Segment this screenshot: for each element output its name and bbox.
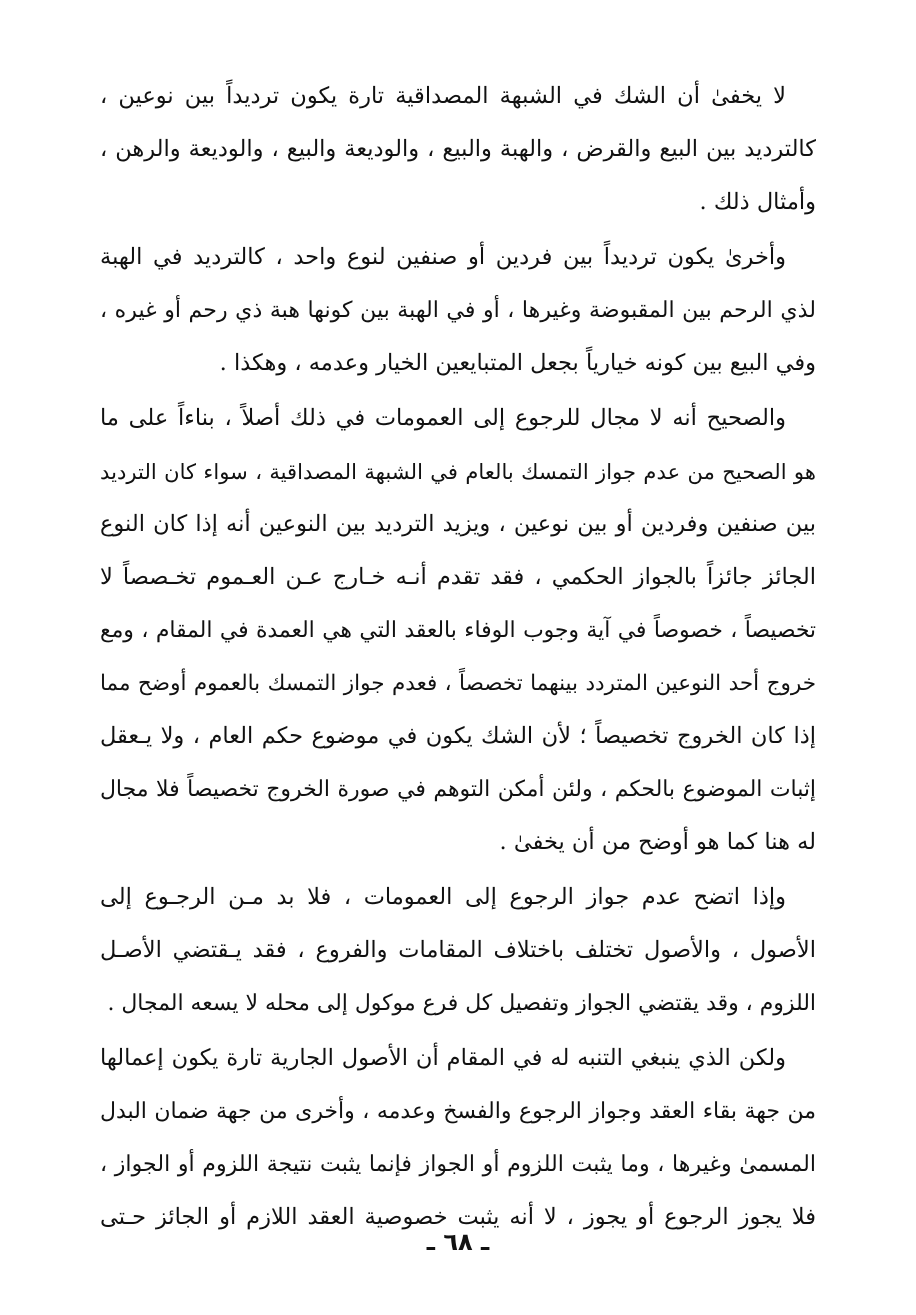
text-line: من جهة بقاء العقد وجواز الرجوع والفسخ وعدمه ، وأخرى من جهة ضمان البدل xyxy=(100,1099,816,1124)
text-line: وفي البيع بين كونه خيارياً بجعل المتبايعين الخيار وعدمه ، وهكذا . xyxy=(219,350,816,376)
text-line: وأمثال ذلك . xyxy=(699,189,816,215)
text-line: بين صنفين وفردين أو بين نوعين ، ويزيد الترديد بين النوعين أنه إذا كان النوع xyxy=(100,511,816,537)
document-body xyxy=(100,70,816,1246)
text-line: إثبات الموضوع بالحكم ، ولئن أمكن التوهم في صورة الخروج تخصيصاً فلا مجال xyxy=(100,777,816,802)
text-line: وأخرىٰ يكون ترديداً بين فردين أو صنفين لنوع واحد ، كالترديد في الهبة xyxy=(100,244,786,270)
paragraph-3 xyxy=(100,392,816,869)
text-line: وإذا اتضح عدم جواز الرجوع إلى العمومات ، فلا بد مـن الرجـوع إلى xyxy=(100,884,786,910)
text-line: لا يخفىٰ أن الشك في الشبهة المصداقية تارة يكون ترديداً بين نوعين ، xyxy=(100,83,786,109)
text-line: لذي الرحم بين المقبوضة وغيرها ، أو في الهبة بين كونها هبة ذي رحم أو غيره ، xyxy=(100,297,816,323)
text-line: تخصيصاً ، خصوصاً في آية وجوب الوفاء بالعقد التي هي العمدة في المقام ، ومع xyxy=(100,618,816,643)
paragraph-5 xyxy=(100,1032,816,1244)
text-line: والصحيح أنه لا مجال للرجوع إلى العمومات في ذلك أصلاً ، بناءاً على ما xyxy=(100,405,786,431)
page-number: ـ ٦٨ ـ xyxy=(426,1228,490,1256)
text-line: خروج أحد النوعين المتردد بينهما تخصصاً ، فعدم جواز التمسك بالعموم أوضح مما xyxy=(100,671,816,696)
text-line: له هنا كما هو أوضح من أن يخفىٰ . xyxy=(499,829,816,855)
text-line: هو الصحيح من عدم جواز التمسك بالعام في الشبهة المصداقية ، سواء كان الترديد xyxy=(100,459,816,484)
text-line: المسمىٰ وغيرها ، وما يثبت اللزوم أو الجواز فإنما يثبت نتيجة اللزوم أو الجواز ، xyxy=(100,1151,816,1177)
text-line: ولكن الذي ينبغي التنبه له في المقام أن الأصول الجارية تارة يكون إعمالها xyxy=(100,1045,786,1071)
text-line: كالترديد بين البيع والقرض ، والهبة والبيع ، والوديعة والبيع ، والوديعة والرهن ، xyxy=(100,136,816,162)
text-line: فلا يجوز الرجوع أو يجوز ، لا أنه يثبت خصوصية العقد اللازم أو الجائز حـتى xyxy=(100,1204,816,1230)
text-line: اللزوم ، وقد يقتضي الجواز وتفصيل كل فرع موكول إلى محله لا يسعه المجال . xyxy=(107,991,816,1016)
paragraph-2 xyxy=(100,231,816,390)
paragraph-4 xyxy=(100,871,816,1030)
paragraph-1 xyxy=(100,70,816,229)
text-line: الأصول ، والأصول تختلف باختلاف المقامات والفروع ، فقد يـقتضي الأصـل xyxy=(100,937,816,963)
text-line: الجائز جائزاً بالجواز الحكمي ، فقد تقدم أنـه خـارج عـن العـموم تخـصصاً لا xyxy=(100,564,816,590)
text-line: إذا كان الخروج تخصيصاً ؛ لأن الشك يكون في موضوع حكم العام ، ولا يـعقل xyxy=(100,723,816,749)
